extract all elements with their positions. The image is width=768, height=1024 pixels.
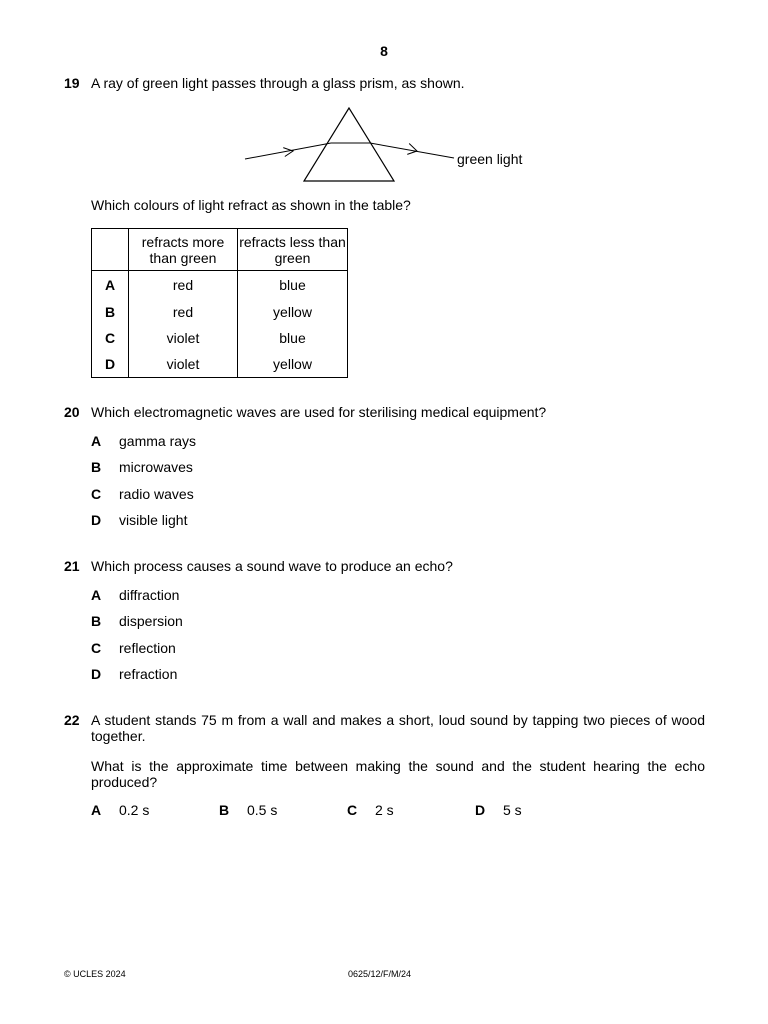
table-row <box>92 271 348 300</box>
cell-refracts-more: red <box>129 299 238 325</box>
table-header-cell: refracts less than green <box>238 229 348 271</box>
footer-copyright: © UCLES 2024 <box>64 969 126 979</box>
option-text: 5 s <box>503 802 522 818</box>
question-number-20: 20 <box>64 404 80 420</box>
question-20-text: Which electromagnetic waves are used for sterilising medical equipment? <box>91 404 547 420</box>
row-letter: B <box>92 299 129 325</box>
cell-refracts-more: violet <box>129 325 238 351</box>
option-letter: B <box>91 459 102 475</box>
question-19-text: A ray of green light passes through a glass prism, as shown. <box>91 75 465 91</box>
row-letter: D <box>92 351 129 378</box>
option-text: visible light <box>119 512 188 528</box>
option-text: radio waves <box>119 486 194 502</box>
diagram-label-green-light: green light <box>457 151 523 167</box>
option-letter: B <box>91 613 102 629</box>
question-number-19: 19 <box>64 75 80 91</box>
cell-refracts-less: yellow <box>238 351 348 378</box>
prism-diagram <box>240 104 540 186</box>
option-text: 0.2 s <box>119 802 150 818</box>
cell-refracts-more: red <box>129 271 238 300</box>
option-letter: A <box>91 433 102 449</box>
option-text: gamma rays <box>119 433 197 449</box>
option-letter: D <box>91 666 102 682</box>
option-letter: D <box>475 802 486 818</box>
row-letter: C <box>92 325 129 351</box>
incident-ray <box>245 143 331 159</box>
option-letter: C <box>91 640 102 656</box>
row-letter: A <box>92 271 129 300</box>
option-letter: A <box>91 802 102 818</box>
question-22-text: A student stands 75 m from a wall and makes a short, loud sound by tapping two pieces of wood together. <box>91 712 705 744</box>
option-letter: D <box>91 512 102 528</box>
option-text: 0.5 s <box>247 802 278 818</box>
table-row <box>92 325 348 351</box>
refraction-table <box>91 228 348 378</box>
cell-refracts-less: blue <box>238 325 348 351</box>
table-header-cell: refracts more than green <box>129 229 238 271</box>
emergent-ray <box>370 143 454 158</box>
option-text: 2 s <box>375 802 394 818</box>
cell-refracts-more: violet <box>129 351 238 378</box>
option-letter: C <box>91 486 102 502</box>
cell-refracts-less: yellow <box>238 299 348 325</box>
question-21-text: Which process causes a sound wave to produce an echo? <box>91 558 453 574</box>
table-header-row <box>92 229 348 271</box>
question-number-21: 21 <box>64 558 80 574</box>
option-text: diffraction <box>119 587 180 603</box>
table-row <box>92 299 348 325</box>
option-letter: B <box>219 802 230 818</box>
option-text: microwaves <box>119 459 193 475</box>
question-19-prompt: Which colours of light refract as shown in the table? <box>91 197 411 213</box>
option-text: reflection <box>119 640 176 656</box>
option-letter: A <box>91 587 102 603</box>
option-text: refraction <box>119 666 178 682</box>
table-header-cell <box>92 229 129 271</box>
option-text: dispersion <box>119 613 183 629</box>
option-letter: C <box>347 802 358 818</box>
cell-refracts-less: blue <box>238 271 348 300</box>
question-number-22: 22 <box>64 712 80 728</box>
footer-paper-code: 0625/12/F/M/24 <box>348 969 412 979</box>
page-number: 8 <box>380 43 388 59</box>
table-row <box>92 351 348 378</box>
question-22-prompt: What is the approximate time between making the sound and the student hearing the echo produced? <box>91 758 705 790</box>
